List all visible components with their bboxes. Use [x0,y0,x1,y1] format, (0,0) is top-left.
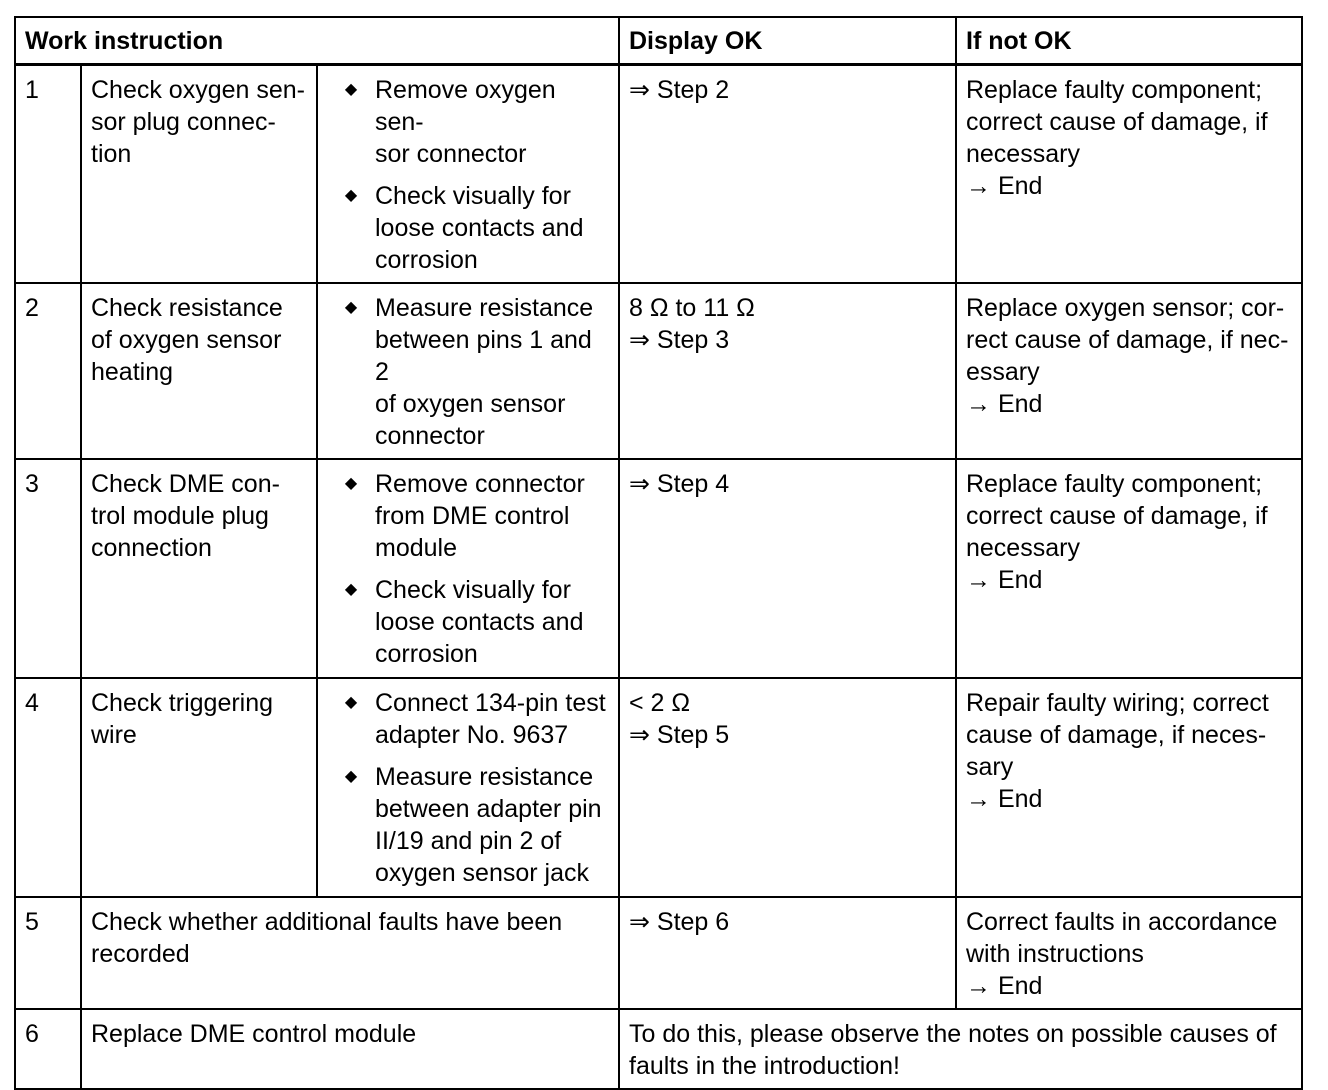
header-if-not-ok: If not OK [956,17,1302,65]
table-row [15,283,1302,459]
action-item: ◆ Check visually for loose contacts and corrosion [327,180,610,276]
check-description: Check DME con- trol module plug connection [81,459,317,678]
work-instruction-table [14,16,1303,1090]
diamond-bullet-icon: ◆ [344,299,358,316]
diamond-bullet-icon: ◆ [344,475,358,492]
work-instruction-table-wrapper [14,16,1301,1090]
step-number: 6 [15,1009,81,1089]
action-list [317,678,619,897]
action-item: ◆ Measure resistance between adapter pin II/19 and pin 2 of oxygen sensor jack [327,761,610,889]
if-not-ok-cell: Replace faulty component; correct cause of damage, if necessary → End [956,459,1302,678]
diamond-bullet-icon: ◆ [344,187,358,204]
action-item: ◆ Check visually for loose contacts and corrosion [327,574,610,670]
action-item: ◆ Remove oxygen sen- sor connector [327,74,610,170]
check-description: Check whether additional faults have been recorded [81,897,619,1009]
table-row [15,459,1302,678]
if-not-ok-cell: Replace oxygen sensor; cor- rect cause of damage, if nec- essary → End [956,283,1302,459]
diamond-bullet-icon: ◆ [344,81,358,98]
action-item: ◆ Connect 134-pin test adapter No. 9637 [327,687,610,751]
diamond-bullet-icon: ◆ [344,694,358,711]
display-ok-cell: < 2 Ω ⇒ Step 5 [619,678,956,897]
table-row [15,65,1302,284]
table-row [15,1009,1302,1089]
note-cell: To do this, please observe the notes on possible causes of faults in the introduction! [619,1009,1302,1089]
diamond-bullet-icon: ◆ [344,581,358,598]
if-not-ok-cell: Correct faults in accordance with instructions → End [956,897,1302,1009]
check-description: Replace DME control module [81,1009,619,1089]
action-list [317,459,619,678]
header-display-ok: Display OK [619,17,956,65]
action-item: ◆ Remove connector from DME control module [327,468,610,564]
action-list [317,283,619,459]
step-number: 4 [15,678,81,897]
display-ok-cell: ⇒ Step 4 [619,459,956,678]
table-header-row [15,17,1302,65]
display-ok-cell: ⇒ Step 2 [619,65,956,284]
action-item: ◆ Measure resistance between pins 1 and 2 of oxygen sensor connector [327,292,610,452]
if-not-ok-cell: Repair faulty wiring; correct cause of damage, if neces- sary → End [956,678,1302,897]
header-work-instruction: Work instruction [15,17,619,65]
step-number: 5 [15,897,81,1009]
table-row [15,897,1302,1009]
check-description: Check triggering wire [81,678,317,897]
action-list [317,65,619,284]
step-number: 2 [15,283,81,459]
step-number: 3 [15,459,81,678]
step-number: 1 [15,65,81,284]
if-not-ok-cell: Replace faulty component; correct cause of damage, if necessary → End [956,65,1302,284]
diamond-bullet-icon: ◆ [344,768,358,785]
display-ok-cell: ⇒ Step 6 [619,897,956,1009]
table-row [15,678,1302,897]
check-description: Check resistance of oxygen sensor heating [81,283,317,459]
display-ok-cell: 8 Ω to 11 Ω ⇒ Step 3 [619,283,956,459]
check-description: Check oxygen sen- sor plug connec- tion [81,65,317,284]
